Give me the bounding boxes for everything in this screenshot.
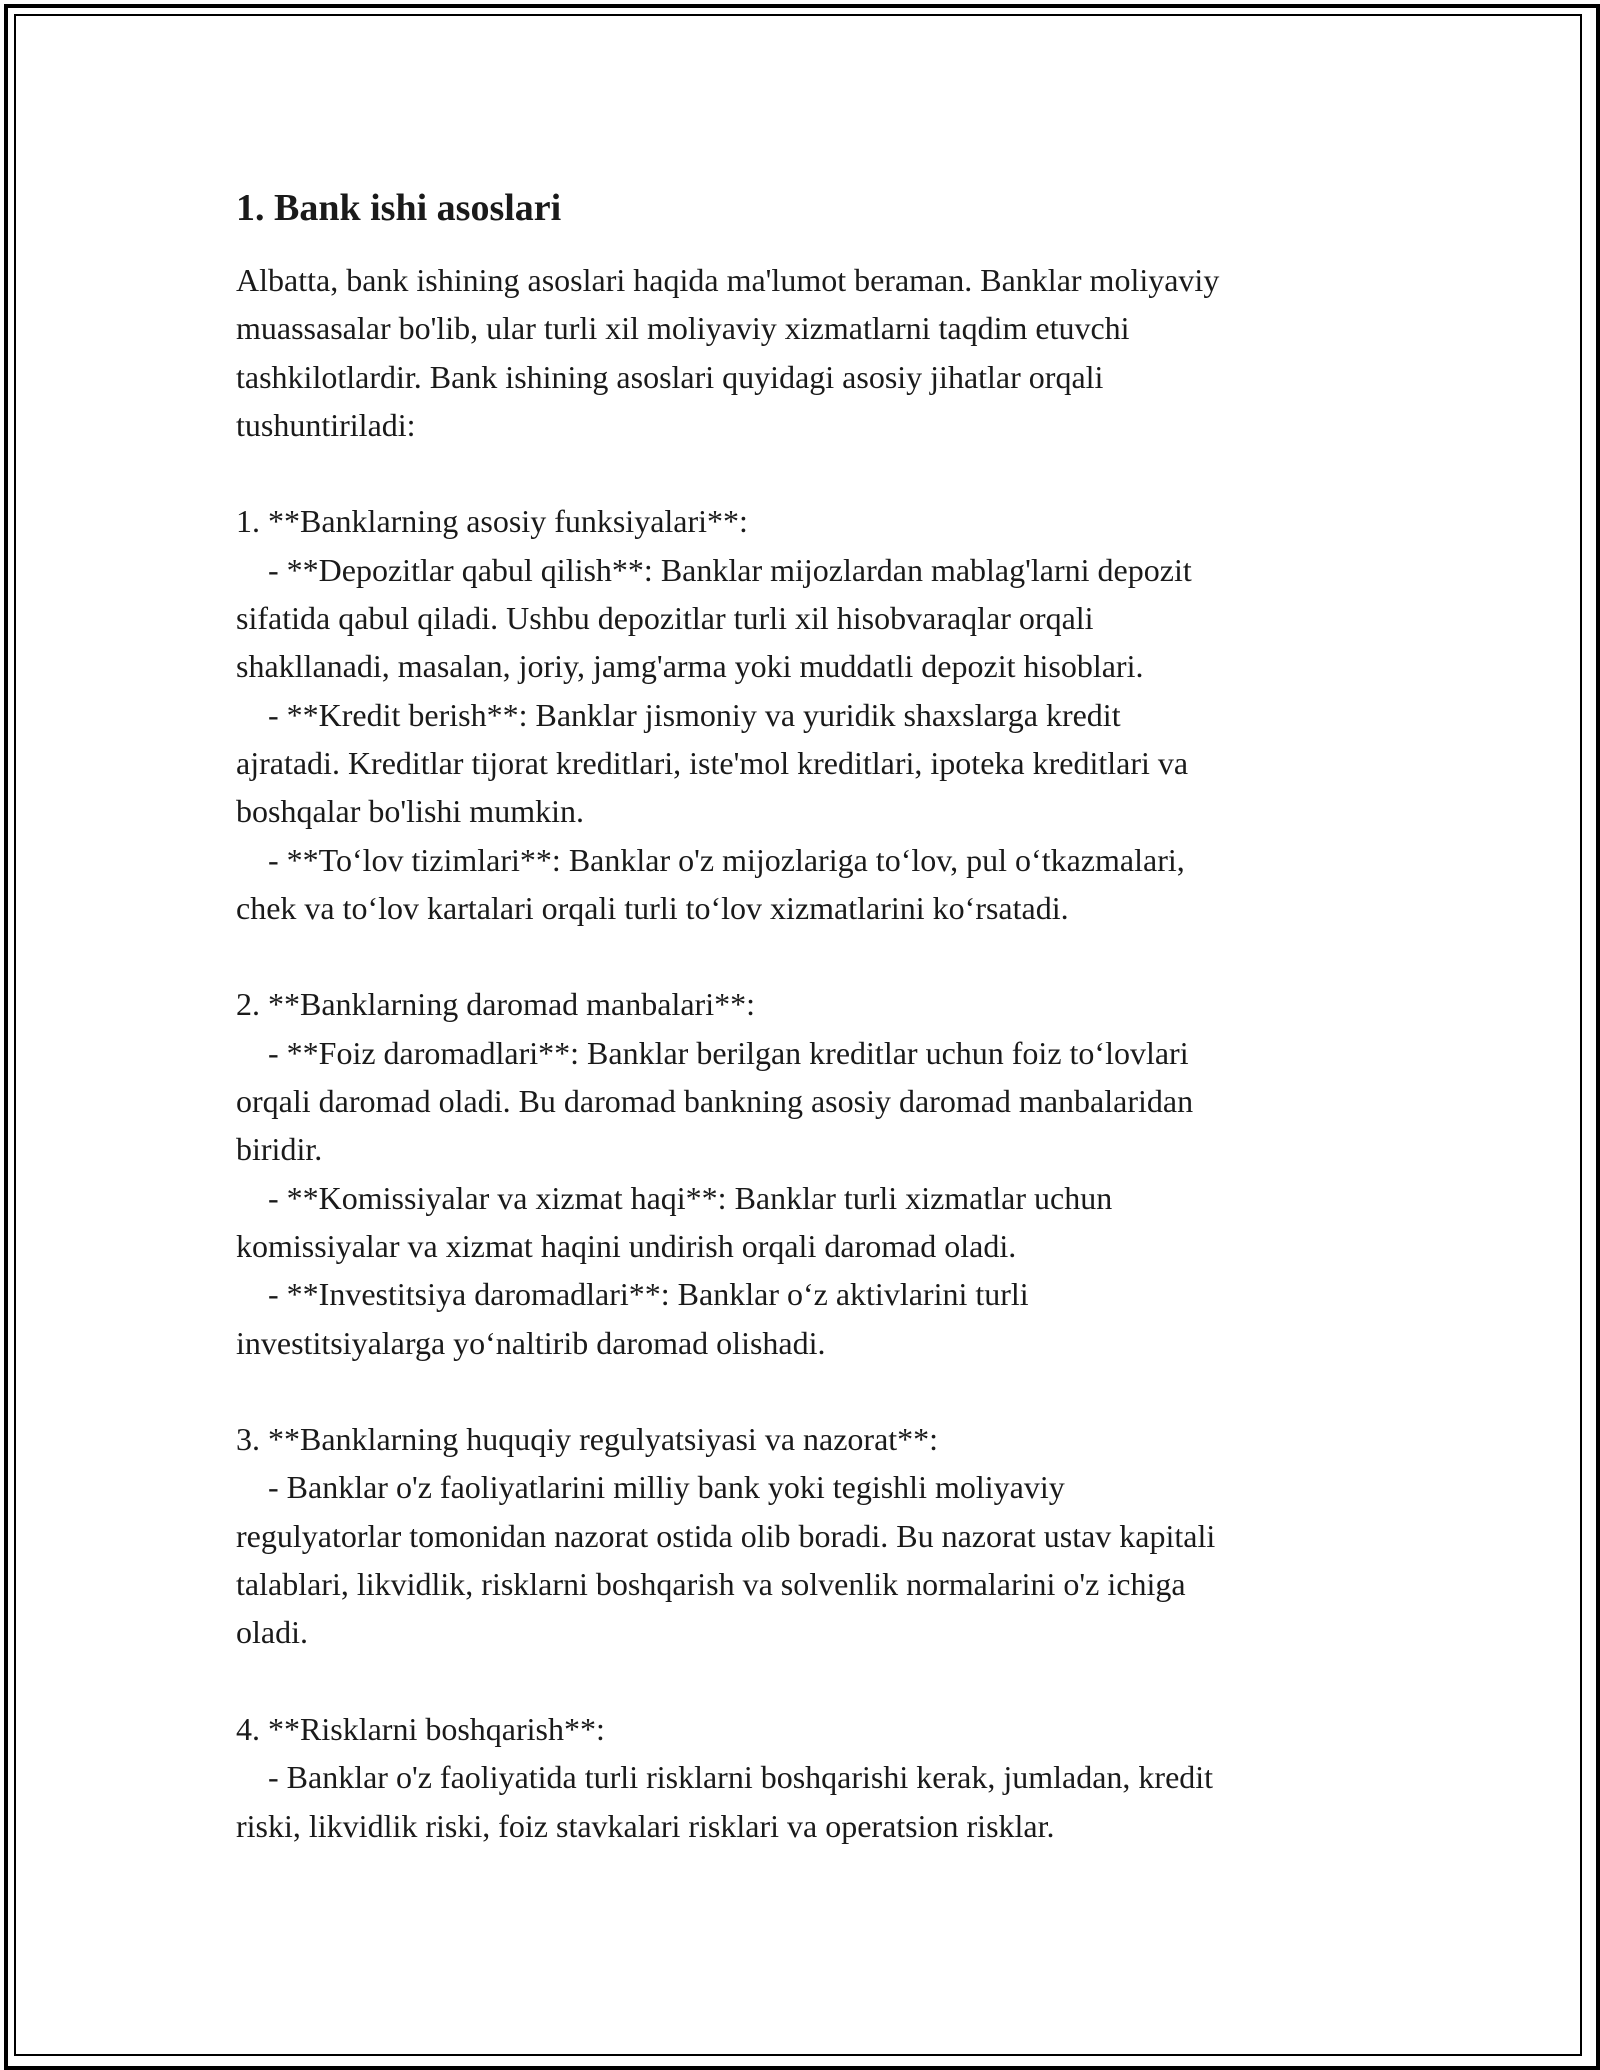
document-title: 1. Bank ishi asoslari: [236, 187, 562, 229]
document-body: Albatta, bank ishining asoslari haqida ma'lumot beraman. Banklar moliyaviy muassasalar bo'lib, ular turli xil moliyaviy xizmatlarni taqdim etuvchi tashkilotlardir. Bank ishining asoslari quyidagi asosiy jihatlar orqali tushuntiriladi: 1. **Banklarning asosiy funksiyalari**: - **Depozitlar qabul qilish**: Banklar mijozlardan mablag'larni depozit sifatida qabul qiladi. Ushbu depozitlar turli xil hisobvaraqlar orqali shakllanadi, masalan, joriy, jamg'arma yoki muddatli depozit hisoblari. - **Kredit berish**: Banklar jismoniy va yuridik shaxslarga kredit ajratadi. Kreditlar tijorat kreditlari, iste'mol kreditlari, ipoteka kreditlari va boshqalar bo'lishi mumkin. - **To‘lov tizimlari**: Banklar o'z mijozlariga to‘lov, pul o‘tkazmalari, chek va to‘lov kartalari orqali turli to‘lov xizmatlarini ko‘rsatadi. 2. **Banklarning daromad manbalari**: - **Foiz daromadlari**: Banklar berilgan kreditlar uchun foiz to‘lovlari orqali daromad oladi. Bu daromad bankning asosiy daromad manbalaridan biridir. - **Komissiyalar va xizmat haqi**: Banklar turli xizmatlar uchun komissiyalar va xizmat haqini undirish orqali daromad oladi. - **Investitsiya daromadlari**: Banklar o‘z aktivlarini turli investitsiyalarga yo‘naltirib daromad olishadi. 3. **Banklarning huquqiy regulyatsiyasi va nazorat**: - Banklar o'z faoliyatlarini milliy bank yoki tegishli moliyaviy regulyatorlar tomonidan nazorat ostida olib boradi. Bu nazorat ustav kapitali talablari, likvidlik, risklarni boshqarish va solvenlik normalarini o'z ichiga oladi. 4. **Risklarni boshqarish**: - Banklar o'z faoliyatida turli risklarni boshqarishi kerak, jumladan, kredit riski, likvidlik riski, foiz stavkalari risklari va operatsion risklar.: [236, 262, 1220, 1844]
document-content: [236, 184, 1366, 1850]
